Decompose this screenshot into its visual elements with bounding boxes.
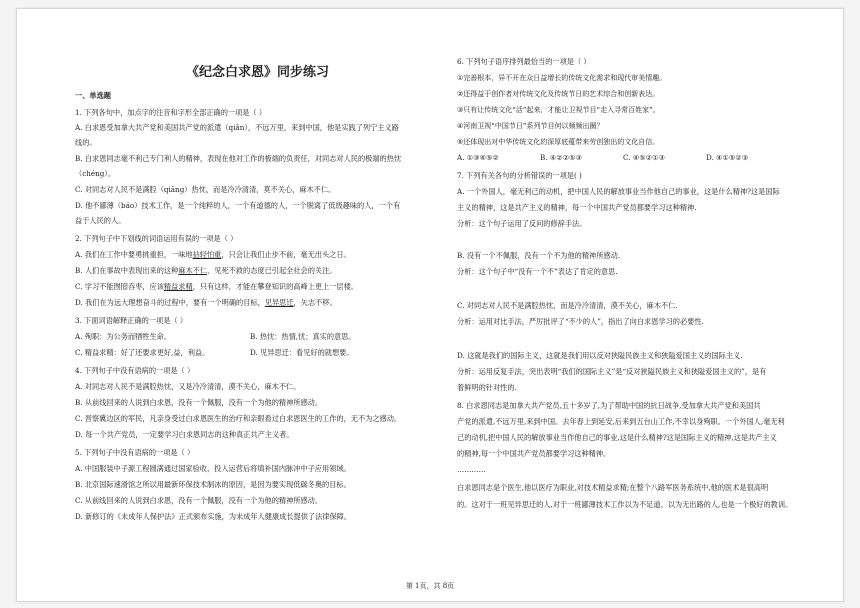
- q6-sentence-5: ⑤还体现出对中华传统文化的深厚底蕴带来劳创独出的文化自信。: [457, 138, 660, 146]
- q8-passage-line-4: 的精神,每一个中国共产党员都要学习这种精神。: [457, 449, 611, 458]
- q7-option-c: C. 对同志对人民不是满腔热忱，而是冷冷清清，漠不关心，麻木不仁.: [457, 301, 678, 310]
- underlined-word: 麻木不仁: [178, 266, 208, 275]
- q7-option-c-analysis: 分析：运用对比手法，严厉批评了“不少的人”，指出了向白求恩学习的必要性.: [457, 317, 704, 326]
- q2-option-a: A. 我们在工作中要勇挑重担，一味地拈轻怕重，只会让我们止步不前，毫无出头之日。: [75, 250, 351, 259]
- q7-option-d-analysis-cont: 着鲜明的针对性的.: [457, 383, 517, 392]
- q1-option-c: C. 对同志对人民不是满腔（qiāng）热忱，而是冷冷清清，莫不关心，麻木不仁。: [75, 185, 336, 194]
- q2-option-b: B. 人们在事故中表现出来的这种麻木不仁、见死不救的态度已引起全社会的关注。: [75, 266, 337, 275]
- q6-option-a: A. ①③④⑤②: [457, 153, 499, 162]
- q6-option-d: D. ④①⑤②③: [706, 153, 749, 162]
- q7-option-a-cont: 主义的精神，这是共产主义的精神，每一个中国共产党员都要学习这种精神.: [457, 203, 697, 212]
- underlined-word: 拈轻怕重: [192, 250, 222, 259]
- q1-option-b-cont: （chéng）。: [75, 169, 116, 178]
- q5-option-a: A. 中国服装中子源工程圆满通过国家验收，投入运营后将填补国内脉冲中子应用领域。: [75, 464, 351, 473]
- q7-stem: 7. 下列有关各句的分析错误的一项是( ): [457, 171, 582, 180]
- underlined-word: 精益求精: [163, 282, 193, 291]
- q2-stem: 2. 下列句子中下划线的词语运用有误的一项是（ ）: [75, 234, 238, 243]
- q5-option-d: D. 新修订的《未成年人保护法》正式颁布实施，为未成年人健康成长提供了法律保障。: [75, 512, 352, 521]
- document-title: 《纪念白求恩》同步练习: [185, 65, 329, 80]
- q5-option-b: B. 北京国际速滑馆之所以用最新环保技术制冰的原因，是因为要实现低碳冬奥的目标。: [75, 480, 351, 489]
- q8-paragraph-line-1: 白求恩同志是个医生,他以医疗为职业,对技术精益求精;在整个八路军医务系统中,他的医术是很高明: [457, 483, 769, 492]
- q8-ellipsis: …………: [457, 465, 486, 474]
- q7-option-d: D. 这就是我们的国际主义，这就是我们用以反对狭隘民族主义和狭隘爱国主义的国际主义.: [457, 351, 743, 360]
- q5-option-c: C. 从前线回来的人说到白求恩，没有一个佩服，没有一个为他的精神所感动。: [75, 496, 323, 505]
- left-column: [75, 9, 440, 601]
- section-heading: 一、单选题: [75, 91, 111, 100]
- q6-stem: 6. 下列句子语序排列最恰当的一项是（ ）: [457, 57, 591, 66]
- q6-option-c: C. ④⑤②①③: [623, 153, 666, 162]
- q8-passage-line-3: 己的动机,把中国人民的解放事业当作他自己的事业,这是什么精神?这是国际主义的精神,这是共产主义: [457, 433, 777, 442]
- q1-option-a: A. 白求恩受加拿大共产党和美国共产党的派遣（qiǎn），不远万里，来到中国，他是实践了列宁主义路: [75, 123, 399, 132]
- q7-option-a-analysis: 分析：这个句子运用了反问的修辞手法。: [457, 219, 587, 228]
- q2-option-d: D. 我们在为远大理想奋斗的过程中，要有一个明确的目标，见异思迁，矢志不移。: [75, 298, 337, 307]
- q1-option-b: B. 白求恩同志毫不利己专门利人的精神，表现在他对工作的极端的负责任，对同志对人民的极端的热忱: [75, 154, 402, 163]
- q1-option-d: D. 他不鄙薄（báo）技术工作，是一个纯粹的人，一个有道德的人，一个脱离了低级趣味的人，一个有: [75, 201, 401, 210]
- underlined-word: 见异思迁: [264, 298, 294, 307]
- q1-stem: 1. 下列各句中，加点字的注音和字形全部正确的一项是（ ）: [75, 108, 267, 117]
- q6-sentence-4: ④河南卫视“中国节日”系列节目何以频频出圈？: [457, 122, 604, 130]
- q3-options-row2: [75, 348, 440, 358]
- right-column: [457, 9, 819, 601]
- q2-option-c: C. 学习不能囫囵吞枣，应该精益求精，只有这样，才能在攀登知识的高峰上更上一层楼。: [75, 282, 358, 291]
- q6-options: [457, 153, 819, 163]
- q4-stem: 4. 下列句子中没有语病的一项是（ ）: [75, 366, 195, 375]
- q8-passage-line-2: 产党的派遣,不远万里,来到中国。去年春上到延安,后来到五台山工作,不幸以身殉职。一个外国人,毫无利: [457, 417, 785, 426]
- q4-option-a: A. 对同志对人民不是满腔热忱，又是冷冷清清，漠不关心，麻木不仁。: [75, 382, 301, 391]
- q6-option-b: B. ④②②⑤③: [540, 153, 583, 162]
- page-footer: 第 1页，共 8页: [405, 582, 455, 590]
- q7-option-b-analysis: 分析：这个句子中“没有一个不”表达了肯定的意思.: [457, 267, 618, 276]
- q3-option-a: A. 殉职：为公务而牺牲生命。: [75, 332, 172, 341]
- q5-stem: 5. 下列句子中没有语病的一项是（ ）: [75, 448, 195, 457]
- q8-paragraph-line-2: 的。这对于一班见异思迁的人,对于一班鄙薄技术工作以为不足道、以为无出路的人,也是一个极好的教训。: [457, 500, 793, 509]
- q7-option-d-analysis: 分析：运用反复手法，突出表明“我们的国际主义”是“反对狭隘民族主义和狭隘爱国主义的”，是有: [457, 367, 767, 376]
- q7-option-b: B. 没有一个不佩服，没有一个不为他的精神所感动.: [457, 251, 621, 260]
- q3-option-d: D. 见异思迁：看见好的就想要。: [250, 348, 354, 357]
- q6-sentence-3: ③只有让传统文化“活”起来，才能让卫视节目“走入寻常百姓家”。: [457, 106, 660, 114]
- q3-options-row1: [75, 332, 440, 342]
- q3-option-c: C. 精益求精：好了还要求更好,益，利益。: [75, 348, 210, 357]
- q7-option-a: A. 一个外国人，毫无利己的动机，把中国人民的解放事业当作他自己的事业，这是什么精神?这是国际: [457, 187, 780, 196]
- q3-option-b: B. 热忱：热情,忧；真实的意思。: [250, 332, 356, 341]
- q1-option-a-cont: 线的。: [75, 138, 97, 147]
- q4-option-b: B. 从前线回来的人说到白求恩，没有一个佩服，没有一个为他的精神所感动。: [75, 398, 323, 407]
- q1-option-d-cont: 益于人民的人。: [75, 216, 126, 225]
- q4-option-c: C. 晋察冀边区的军民，凡亲身受过白求恩医生的治疗和亲眼看过白求恩医生的工作的，无不为之感动。: [75, 414, 402, 423]
- q4-option-d: D. 每一个共产党员，一定要学习白求恩同志的这种真正共产主义者。: [75, 430, 294, 439]
- q8-passage-line-1: 8. 白求恩同志是加拿大共产党员,五十多岁了,为了帮助中国的抗日战争,受加拿大共产党和美国共: [457, 401, 761, 410]
- q6-sentence-1: ①完善根本，异不开在众日益增长的传统文化需求和现代审美情趣。: [457, 74, 667, 82]
- document-page: [16, 8, 844, 602]
- q3-stem: 3. 下面词语解释正确的一项是（ ）: [75, 316, 188, 325]
- q6-sentence-2: ②还得益于创作者对传统文化及传统节日的艺术综合和创新表达。: [457, 90, 660, 98]
